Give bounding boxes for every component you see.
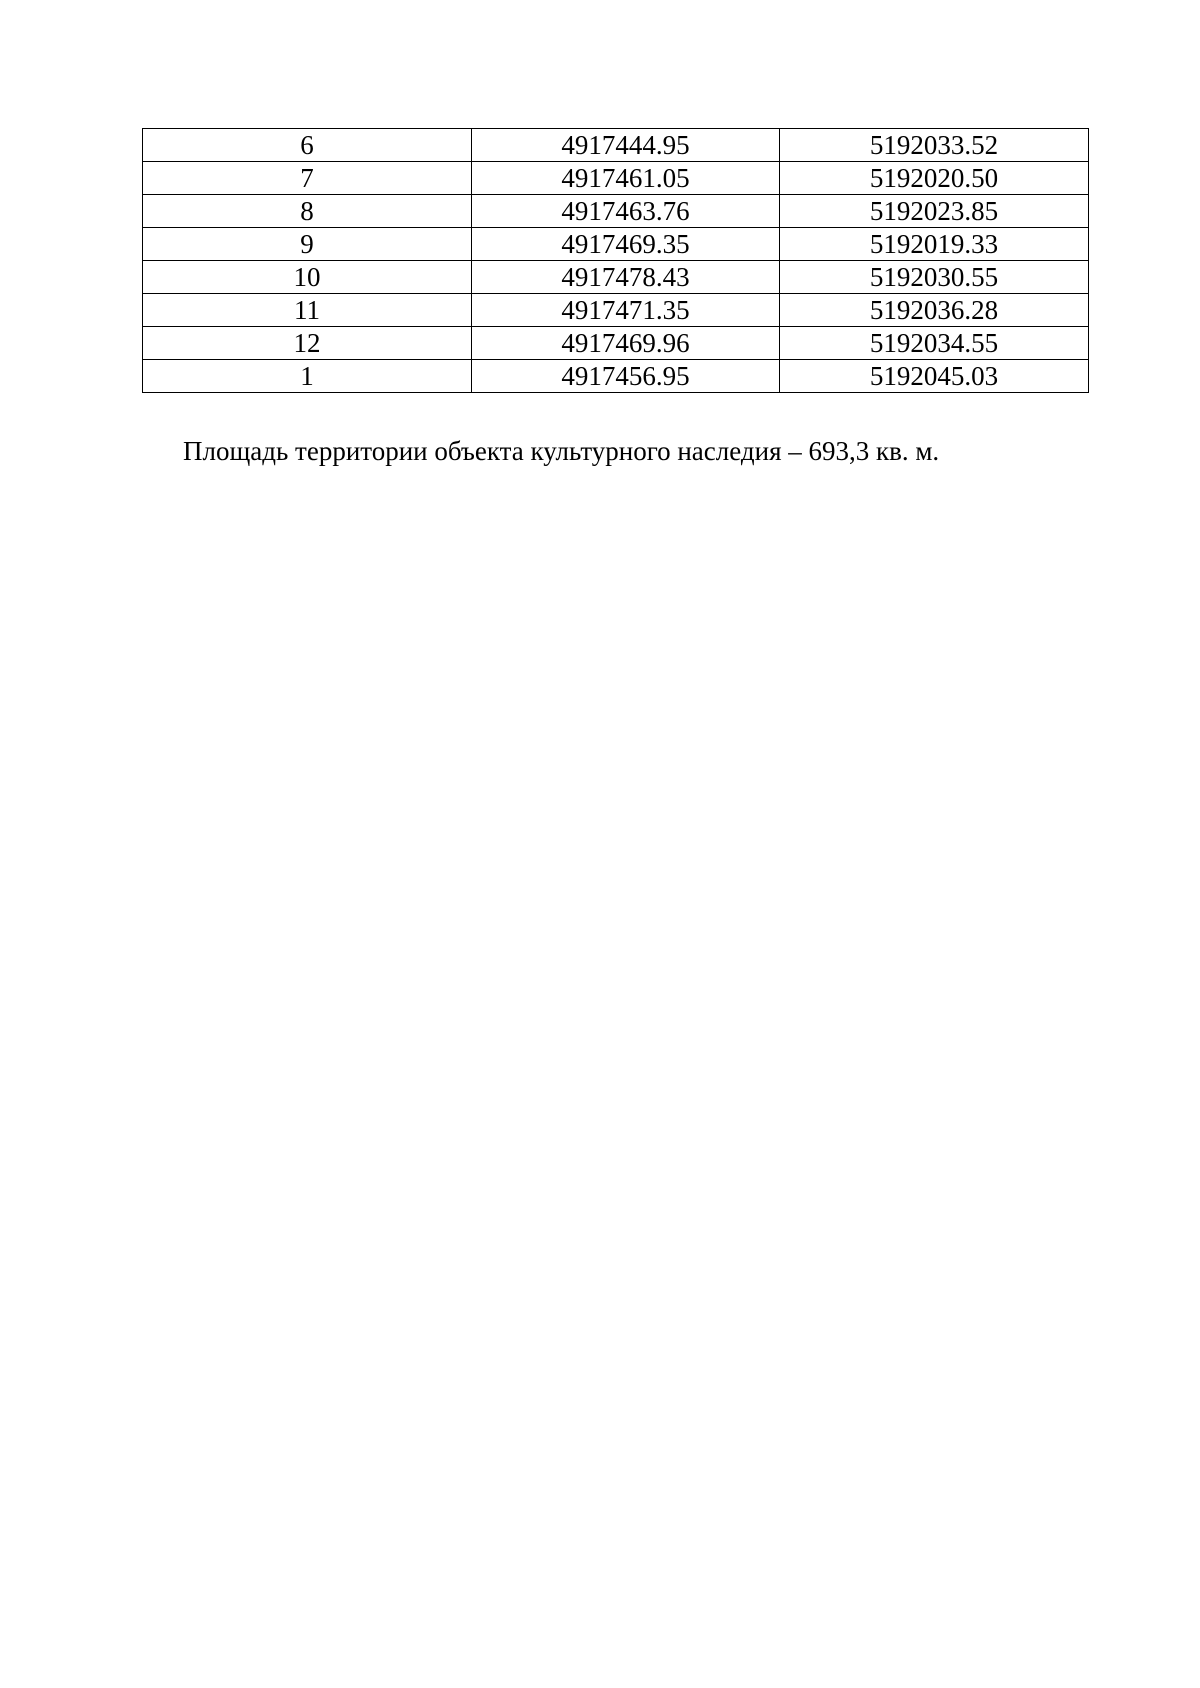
point-number-cell: 11 <box>143 294 472 327</box>
y-coordinate-cell: 5192019.33 <box>780 228 1089 261</box>
coordinates-table <box>142 128 1089 393</box>
x-coordinate-cell: 4917469.96 <box>472 327 780 360</box>
table-row <box>143 129 1089 162</box>
y-coordinate-cell: 5192033.52 <box>780 129 1089 162</box>
table-row <box>143 360 1089 393</box>
table-row <box>143 294 1089 327</box>
y-coordinate-cell: 5192020.50 <box>780 162 1089 195</box>
x-coordinate-cell: 4917444.95 <box>472 129 780 162</box>
point-number-cell: 12 <box>143 327 472 360</box>
table-row <box>143 228 1089 261</box>
area-statement: Площадь территории объекта культурного наследия – 693,3 кв. м. <box>183 436 940 466</box>
x-coordinate-cell: 4917463.76 <box>472 195 780 228</box>
y-coordinate-cell: 5192036.28 <box>780 294 1089 327</box>
point-number-cell: 7 <box>143 162 472 195</box>
table-row <box>143 327 1089 360</box>
point-number-cell: 1 <box>143 360 472 393</box>
table-row <box>143 261 1089 294</box>
y-coordinate-cell: 5192034.55 <box>780 327 1089 360</box>
point-number-cell: 10 <box>143 261 472 294</box>
x-coordinate-cell: 4917456.95 <box>472 360 780 393</box>
table-row <box>143 162 1089 195</box>
point-number-cell: 8 <box>143 195 472 228</box>
y-coordinate-cell: 5192030.55 <box>780 261 1089 294</box>
x-coordinate-cell: 4917471.35 <box>472 294 780 327</box>
point-number-cell: 9 <box>143 228 472 261</box>
y-coordinate-cell: 5192023.85 <box>780 195 1089 228</box>
x-coordinate-cell: 4917469.35 <box>472 228 780 261</box>
y-coordinate-cell: 5192045.03 <box>780 360 1089 393</box>
x-coordinate-cell: 4917478.43 <box>472 261 780 294</box>
x-coordinate-cell: 4917461.05 <box>472 162 780 195</box>
point-number-cell: 6 <box>143 129 472 162</box>
table-row <box>143 195 1089 228</box>
